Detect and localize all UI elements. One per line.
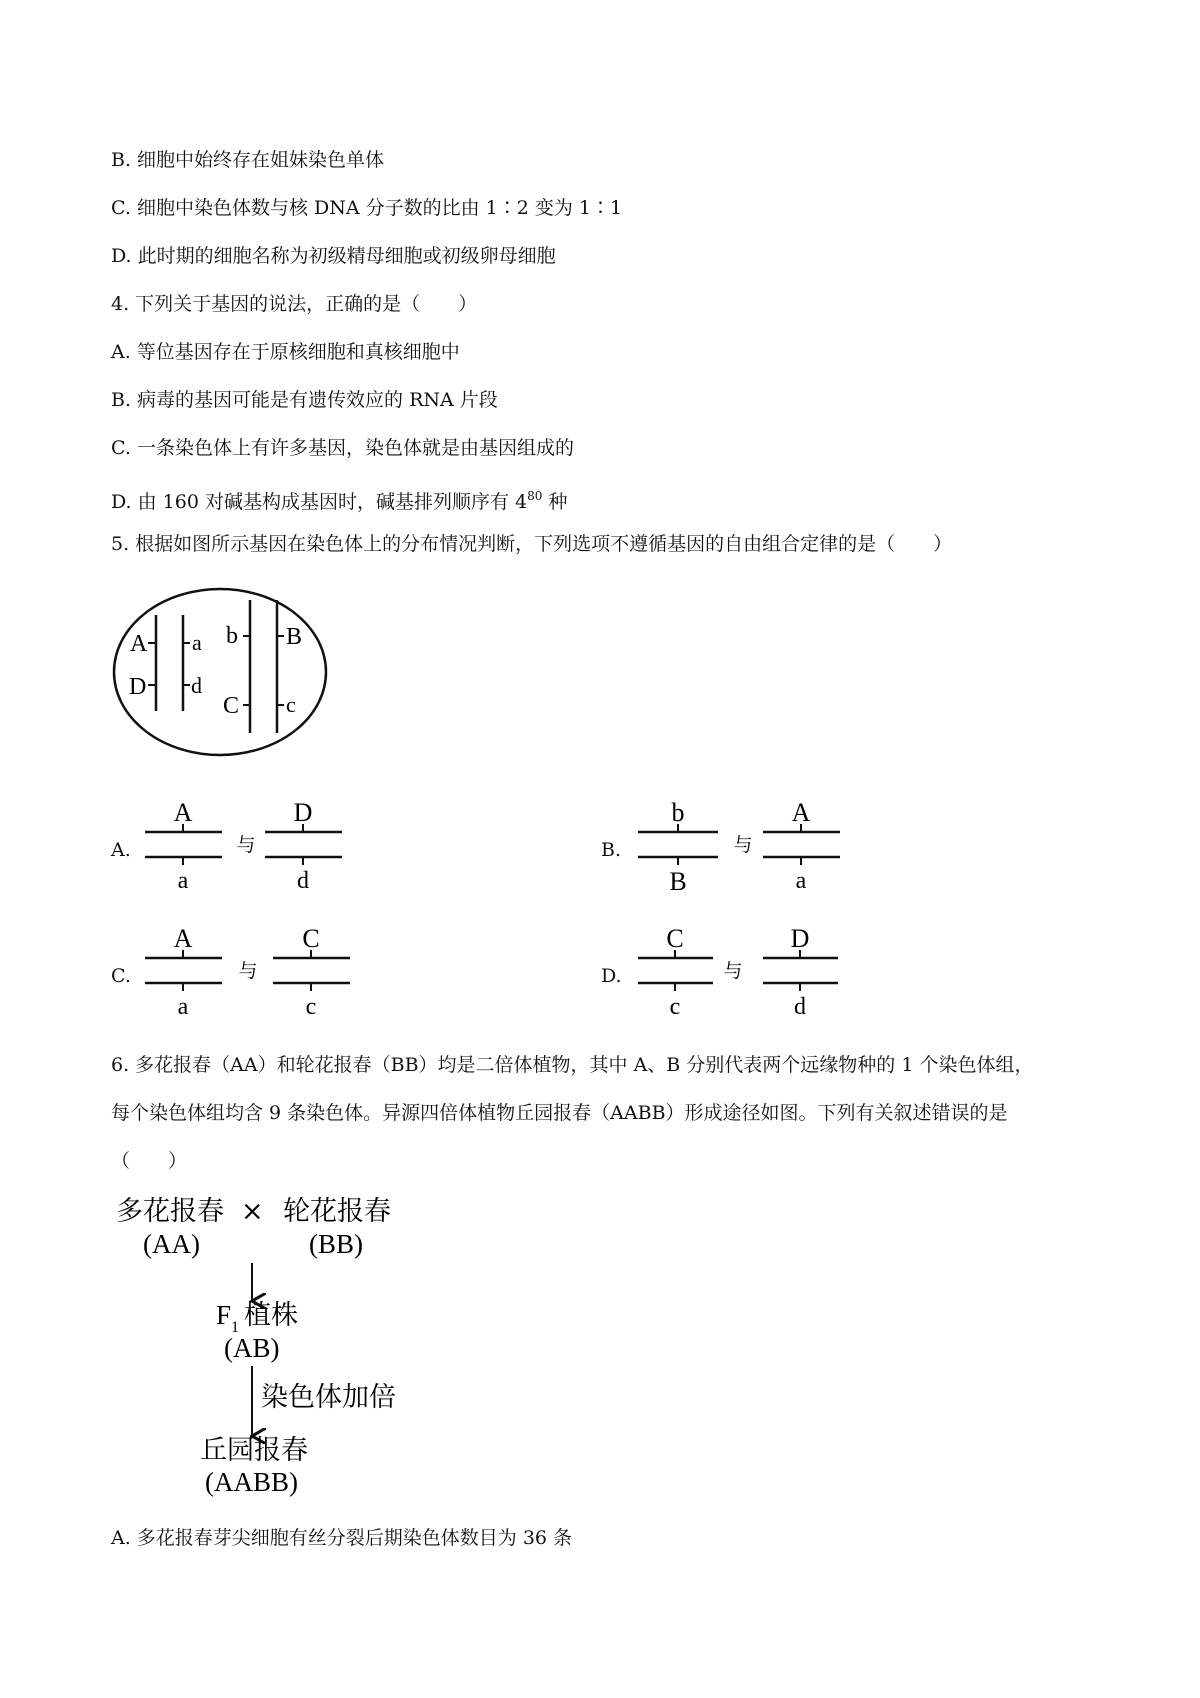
option-d-left-bottom: c [669,994,681,1020]
option-c-joiner: 与 [238,960,258,982]
q5-cell-diagram [110,585,340,765]
option-b-left-top: b [671,798,685,827]
option-c-right-bottom: c [305,994,317,1020]
q6-stem-line2: 每个染色体组均含 9 条染色体。异源四倍体植物丘园报春（AABB）形成途径如图。下列有关叙述错误的是 [111,1102,1008,1124]
q3-option-b: B. 细胞中始终存在姐妹染色单体 [111,149,385,171]
q3-option-d: D. 此时期的细胞名称为初级精母细胞或初级卵母细胞 [111,245,556,267]
parent1-genome: (AA) [143,1229,200,1259]
q5-option-b-label: B. [601,839,622,861]
option-b-right-top: A [791,798,811,827]
q4-option-b: B. 病毒的基因可能是有遗传效应的 RNA 片段 [111,389,498,411]
q5-option-a-figure [140,800,360,900]
product-genome: (AABB) [205,1467,298,1497]
chr1-gene-top: A [130,631,148,657]
chr3-gene-top: b [226,623,238,649]
option-d-joiner: 与 [723,960,743,982]
f1-prefix: F [216,1300,232,1330]
option-a-right-bottom: d [297,868,309,894]
cross-symbol: × [241,1196,264,1227]
f1-suffix: 植株 [244,1300,298,1331]
q6-pathway-diagram [110,1190,430,1497]
chr1-gene-bottom: D [129,674,147,700]
chr2-gene-top: a [192,630,202,655]
q5-option-b-figure [633,800,853,900]
option-c-right-top: C [302,924,320,953]
chr4-gene-top: B [286,624,303,650]
q4-option-c: C. 一条染色体上有许多基因，染色体就是由基因组成的 [111,437,574,459]
option-a-joiner: 与 [236,834,256,856]
option-d-left-top: C [666,924,684,953]
option-a-left-top: A [173,798,193,827]
option-c-left-bottom: a [177,994,189,1020]
q5-option-c-figure [140,926,370,1026]
option-a-right-top: D [293,798,313,827]
option-b-left-bottom: B [669,867,687,896]
q5-option-a-label: A. [111,839,131,861]
q6-option-a: A. 多花报春芽尖细胞有丝分裂后期染色体数目为 36 条 [111,1527,573,1549]
doubling-step: 染色体加倍 [261,1382,396,1413]
option-c-left-top: A [173,924,193,953]
option-d-right-bottom: d [794,994,806,1020]
q6-stem-line3: （ ） [111,1150,188,1172]
q5-option-d-label: D. [601,965,622,987]
f1-genome: (AB) [224,1333,280,1363]
q4-stem: 4. 下列关于基因的说法，正确的是（ ） [111,293,478,315]
option-a-left-bottom: a [177,868,189,894]
parent2-name: 轮花报春 [283,1196,391,1227]
q4-option-a: A. 等位基因存在于原核细胞和真核细胞中 [111,341,460,363]
q5-option-c-label: C. [111,965,131,987]
option-d-right-top: D [790,924,810,953]
q3-option-c: C. 细胞中染色体数与核 DNA 分子数的比由 1∶2 变为 1∶1 [111,197,623,219]
q5-option-d-figure [633,926,853,1026]
option-b-joiner: 与 [733,834,753,856]
chr3-gene-bottom: C [223,693,240,719]
option-b-right-bottom: a [795,868,807,894]
parent1-name: 多花报春 [116,1196,224,1227]
q5-stem: 5. 根据如图所示基因在染色体上的分布情况判断，下列选项不遵循基因的自由组合定律的是（ ） [111,533,953,555]
parent2-genome: (BB) [309,1229,363,1259]
q6-stem-line1: 6. 多花报春（AA）和轮花报春（BB）均是二倍体植物，其中 A、B 分别代表两个远缘物种的 1 个染色体组， [111,1054,1034,1076]
f1-subscript: 1 [231,1319,239,1336]
q4-option-d: D. 由 160 对碱基构成基因时，碱基排列顺序有 $4^{80}$ 种 [111,489,568,513]
product-name: 丘园报春 [200,1435,308,1466]
chr4-gene-bottom: c [286,692,296,717]
chr2-gene-bottom: d [191,673,202,698]
